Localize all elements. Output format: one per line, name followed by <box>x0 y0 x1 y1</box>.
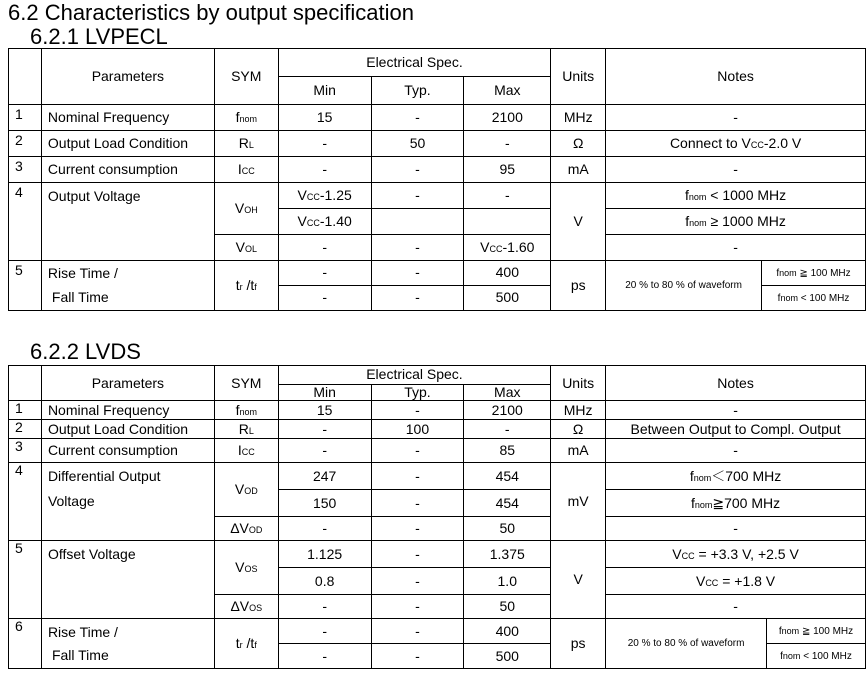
min-value: - <box>278 131 371 157</box>
min-value: 15 <box>278 401 371 420</box>
param-name: Output Load Condition <box>41 420 214 439</box>
header-no-cell <box>9 366 42 401</box>
row-number: 2 <box>9 420 42 439</box>
condition: fnom ≧ 100 MHz <box>767 619 866 644</box>
min-value: - <box>278 619 371 644</box>
unit: MHz <box>551 401 606 420</box>
symbol: ΔVOS <box>214 595 278 619</box>
max-value: 500 <box>464 644 551 669</box>
header-min: Min <box>278 385 371 401</box>
condition: fnom < 100 MHz <box>767 644 866 669</box>
note: 20 % to 80 % of waveform <box>606 261 762 311</box>
note: - <box>606 439 866 463</box>
header-max: Max <box>464 77 551 105</box>
symbol: RL <box>214 420 278 439</box>
note: VCC = +3.3 V, +2.5 V <box>606 541 866 568</box>
header-typ: Typ. <box>371 385 464 401</box>
lvds-title: 6.2.2 LVDS <box>30 339 141 364</box>
max-value: 50 <box>464 517 551 541</box>
symbol: VOD <box>214 463 278 517</box>
min-value: 150 <box>278 490 371 517</box>
typ-value: - <box>371 619 464 644</box>
max-value <box>464 209 551 235</box>
unit: ps <box>551 619 606 669</box>
header-min: Min <box>278 77 371 105</box>
header-notes: Notes <box>606 366 866 401</box>
typ-value <box>371 209 464 235</box>
symbol: tr /tf <box>214 261 278 311</box>
lvds-table <box>8 365 866 669</box>
max-value: 1.0 <box>464 568 551 595</box>
lvpecl-title: 6.2.1 LVPECL <box>30 24 168 49</box>
max-value: 500 <box>464 286 551 311</box>
symbol: VOH <box>214 183 278 235</box>
typ-value: - <box>371 286 464 311</box>
min-value: - <box>278 235 371 261</box>
min-value: - <box>278 261 371 286</box>
max-value: 95 <box>464 157 551 183</box>
param-name: Output Load Condition <box>41 131 214 157</box>
note: - <box>606 105 866 131</box>
min-value: - <box>278 286 371 311</box>
table-row <box>9 157 866 183</box>
max-value: 2100 <box>464 105 551 131</box>
table-row <box>9 183 866 209</box>
typ-value: - <box>371 490 464 517</box>
min-value: VCC-1.25 <box>278 183 371 209</box>
max-value: - <box>464 420 551 439</box>
typ-value: - <box>371 401 464 420</box>
row-number: 5 <box>9 261 42 311</box>
note: 20 % to 80 % of waveform <box>606 619 767 669</box>
typ-value: - <box>371 235 464 261</box>
header-no-cell <box>9 49 42 105</box>
header-parameters: Parameters <box>41 49 214 105</box>
typ-value: - <box>371 595 464 619</box>
symbol: fnom <box>214 401 278 420</box>
unit: mA <box>551 157 606 183</box>
symbol: RL <box>214 131 278 157</box>
note: Connect to VCC-2.0 V <box>606 131 866 157</box>
condition: fnom ≧ 100 MHz <box>762 261 866 286</box>
note: - <box>606 595 866 619</box>
unit: Ω <box>551 131 606 157</box>
param-name: Output Voltage <box>41 183 214 261</box>
note: - <box>606 517 866 541</box>
max-value: 2100 <box>464 401 551 420</box>
note: fnom ≥ 1000 MHz <box>606 209 866 235</box>
max-value: 454 <box>464 463 551 490</box>
row-number: 6 <box>9 619 42 669</box>
row-number: 4 <box>9 463 42 541</box>
header-electrical-spec: Electrical Spec. <box>278 366 550 385</box>
typ-value: - <box>371 541 464 568</box>
min-value: - <box>278 517 371 541</box>
unit: mV <box>551 463 606 541</box>
table-row <box>9 541 866 568</box>
min-value: - <box>278 439 371 463</box>
note: fnom≧700 MHz <box>606 490 866 517</box>
param-name: Current consumption <box>41 157 214 183</box>
header-electrical-spec: Electrical Spec. <box>278 49 551 77</box>
unit: ps <box>551 261 606 311</box>
min-value: - <box>278 157 371 183</box>
symbol: tr /tf <box>214 619 278 669</box>
symbol: ICC <box>214 439 278 463</box>
note: fnom < 1000 MHz <box>606 183 866 209</box>
header-sym: SYM <box>214 49 278 105</box>
max-value: VCC-1.60 <box>464 235 551 261</box>
param-name: Offset Voltage <box>41 541 214 619</box>
typ-value: - <box>371 261 464 286</box>
min-value: - <box>278 644 371 669</box>
symbol: ICC <box>214 157 278 183</box>
header-units: Units <box>551 366 606 401</box>
note: - <box>606 235 866 261</box>
header-parameters: Parameters <box>41 366 214 401</box>
max-value: 400 <box>464 619 551 644</box>
header-units: Units <box>551 49 606 105</box>
header-sym: SYM <box>214 366 278 401</box>
lvpecl-table <box>8 48 866 311</box>
symbol: VOS <box>214 541 278 595</box>
header-typ: Typ. <box>371 77 464 105</box>
table-row <box>9 463 866 490</box>
typ-value: - <box>371 568 464 595</box>
row-number: 2 <box>9 131 42 157</box>
param-name: Nominal Frequency <box>41 105 214 131</box>
table-row <box>9 105 866 131</box>
typ-value: - <box>371 463 464 490</box>
param-name: Rise Time / Fall Time <box>41 261 214 311</box>
row-number: 3 <box>9 157 42 183</box>
section-title: 6.2 Characteristics by output specification <box>8 0 414 25</box>
table-row <box>9 261 866 286</box>
param-name: Rise Time / Fall Time <box>41 619 214 669</box>
max-value: 50 <box>464 595 551 619</box>
note: - <box>606 157 866 183</box>
typ-value: - <box>371 157 464 183</box>
row-number: 1 <box>9 401 42 420</box>
typ-value: - <box>371 183 464 209</box>
min-value: - <box>278 595 371 619</box>
min-value: 15 <box>278 105 371 131</box>
typ-value: 100 <box>371 420 464 439</box>
unit: mA <box>551 439 606 463</box>
table-row <box>9 420 866 439</box>
typ-value: - <box>371 439 464 463</box>
row-number: 4 <box>9 183 42 261</box>
typ-value: - <box>371 105 464 131</box>
min-value: 0.8 <box>278 568 371 595</box>
symbol: ΔVOD <box>214 517 278 541</box>
condition: fnom < 100 MHz <box>762 286 866 311</box>
unit: Ω <box>551 420 606 439</box>
header-max: Max <box>464 385 551 401</box>
min-value: 1.125 <box>278 541 371 568</box>
param-name: Differential Output Voltage <box>41 463 214 541</box>
table-row <box>9 401 866 420</box>
note: fnom＜700 MHz <box>606 463 866 490</box>
row-number: 5 <box>9 541 42 619</box>
min-value: VCC-1.40 <box>278 209 371 235</box>
unit: MHz <box>551 105 606 131</box>
max-value: 454 <box>464 490 551 517</box>
table-row <box>9 619 866 644</box>
typ-value: - <box>371 517 464 541</box>
symbol: fnom <box>214 105 278 131</box>
typ-value: 50 <box>371 131 464 157</box>
param-name: Current consumption <box>41 439 214 463</box>
typ-value: - <box>371 644 464 669</box>
max-value: 85 <box>464 439 551 463</box>
note: Between Output to Compl. Output <box>606 420 866 439</box>
note: - <box>606 401 866 420</box>
max-value: 1.375 <box>464 541 551 568</box>
table-row <box>9 131 866 157</box>
min-value: 247 <box>278 463 371 490</box>
row-number: 1 <box>9 105 42 131</box>
max-value: - <box>464 183 551 209</box>
unit: V <box>551 183 606 261</box>
min-value: - <box>278 420 371 439</box>
symbol: VOL <box>214 235 278 261</box>
header-notes: Notes <box>606 49 866 105</box>
unit: V <box>551 541 606 619</box>
row-number: 3 <box>9 439 42 463</box>
table-row <box>9 439 866 463</box>
max-value: 400 <box>464 261 551 286</box>
note: VCC = +1.8 V <box>606 568 866 595</box>
param-name: Nominal Frequency <box>41 401 214 420</box>
max-value: - <box>464 131 551 157</box>
